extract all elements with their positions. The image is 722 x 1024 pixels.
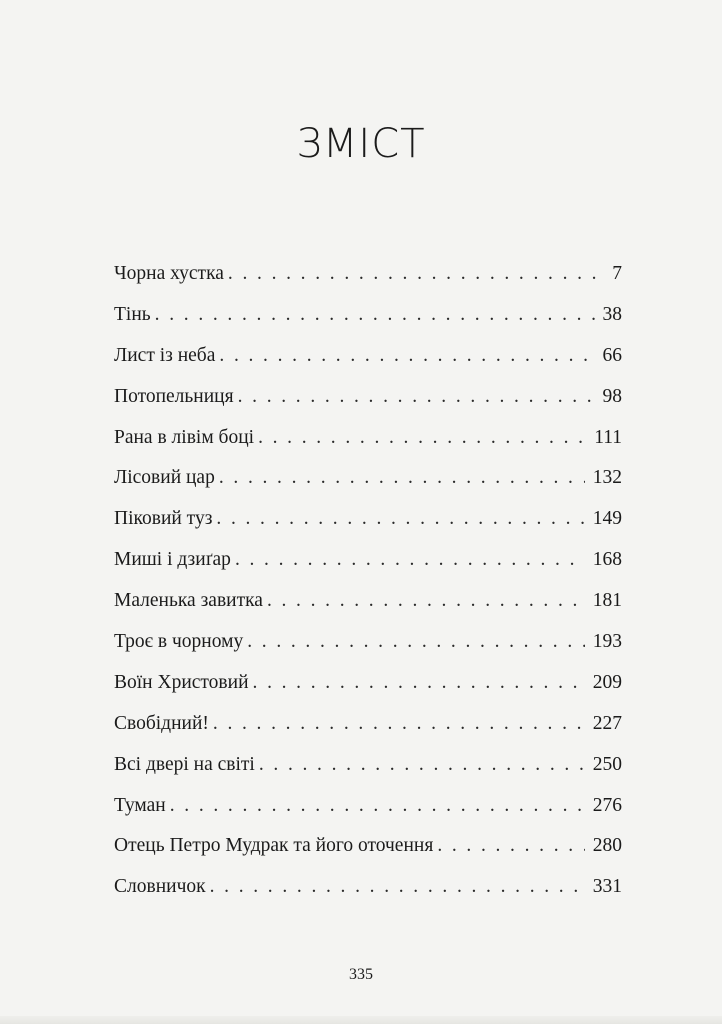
toc-entry: [114, 786, 622, 827]
toc-entry-title: Троє в чорному: [114, 631, 244, 653]
toc-entry-page: 111: [594, 426, 622, 448]
page-number: 335: [349, 966, 373, 983]
toc-entry-title: Потопельниця: [114, 385, 234, 407]
toc-entry-page: 331: [592, 876, 622, 898]
toc-dot-leader: [234, 377, 595, 418]
toc-dot-leader: [212, 499, 584, 540]
toc-entry-page: 132: [592, 467, 622, 489]
toc-entry-title: Словничок: [114, 876, 206, 898]
toc-dot-leader: [215, 458, 585, 499]
toc-entry-page: 250: [592, 753, 622, 775]
toc-entry: [114, 418, 622, 459]
toc-entry-page: 98: [602, 385, 622, 407]
toc-dot-leader: [249, 663, 585, 704]
toc-entry: [114, 663, 622, 704]
toc-dot-leader: [255, 745, 585, 786]
toc-entry-page: 280: [592, 835, 622, 857]
toc-entry-title: Отець Петро Мудрак та його оточення: [114, 835, 434, 857]
toc-dot-leader: [243, 622, 585, 663]
toc-entry-title: Тінь: [114, 303, 151, 325]
toc-entry-title: Свобідний!: [114, 712, 209, 734]
toc-entry-page: 227: [592, 712, 622, 734]
toc-entry: [114, 867, 622, 908]
toc-entry-title: Лісовий цар: [114, 467, 215, 489]
toc-dot-leader: [433, 826, 584, 867]
toc-entry-page: 38: [602, 303, 622, 325]
toc-dot-leader: [254, 418, 586, 459]
toc-dot-leader: [231, 540, 585, 581]
toc-dot-leader: [215, 336, 594, 377]
toc-dot-leader: [209, 704, 585, 745]
toc-entry-page: 181: [592, 590, 622, 612]
toc-entry: [114, 745, 622, 786]
toc-dot-leader: [263, 581, 585, 622]
toc-entry-page: 193: [592, 631, 622, 653]
toc-entry: [114, 295, 622, 336]
toc-dot-leader: [151, 295, 595, 336]
table-of-contents: [114, 254, 622, 908]
toc-entry-page: 7: [612, 263, 622, 284]
toc-entry-title: Маленька завитка: [114, 590, 263, 612]
toc-entry: [114, 704, 622, 745]
toc-entry-title: Чорна хустка: [114, 263, 224, 284]
toc-entry-title: Рана в лівім боці: [114, 426, 255, 448]
toc-entry: [114, 622, 622, 663]
toc-entry: [114, 826, 622, 867]
toc-entry: [114, 377, 622, 418]
toc-entry: [114, 254, 622, 295]
toc-entry-title: Піковий туз: [114, 508, 213, 530]
page-title: ЗМІСТ: [296, 121, 426, 167]
toc-entry: [114, 458, 622, 499]
toc-entry-title: Туман: [114, 794, 166, 816]
toc-entry: [114, 581, 622, 622]
toc-entry-page: 276: [592, 794, 622, 816]
toc-entry: [114, 499, 622, 540]
toc-entry-title: Воїн Христовий: [114, 671, 249, 693]
toc-entry-title: Миші і дзиґар: [114, 549, 231, 571]
toc-entry: [114, 336, 622, 377]
toc-dot-leader: [166, 786, 585, 827]
toc-entry: [114, 540, 622, 581]
toc-entry-title: Лист із неба: [114, 344, 216, 366]
toc-dot-leader: [224, 254, 604, 295]
toc-dot-leader: [206, 867, 585, 908]
toc-entry-page: 209: [592, 671, 622, 693]
toc-entry-page: 66: [602, 344, 622, 366]
toc-entry-title: Всі двері на світі: [114, 753, 255, 775]
toc-entry-page: 168: [592, 549, 622, 571]
toc-entry-page: 149: [592, 508, 622, 530]
page-edge: [0, 1016, 722, 1024]
